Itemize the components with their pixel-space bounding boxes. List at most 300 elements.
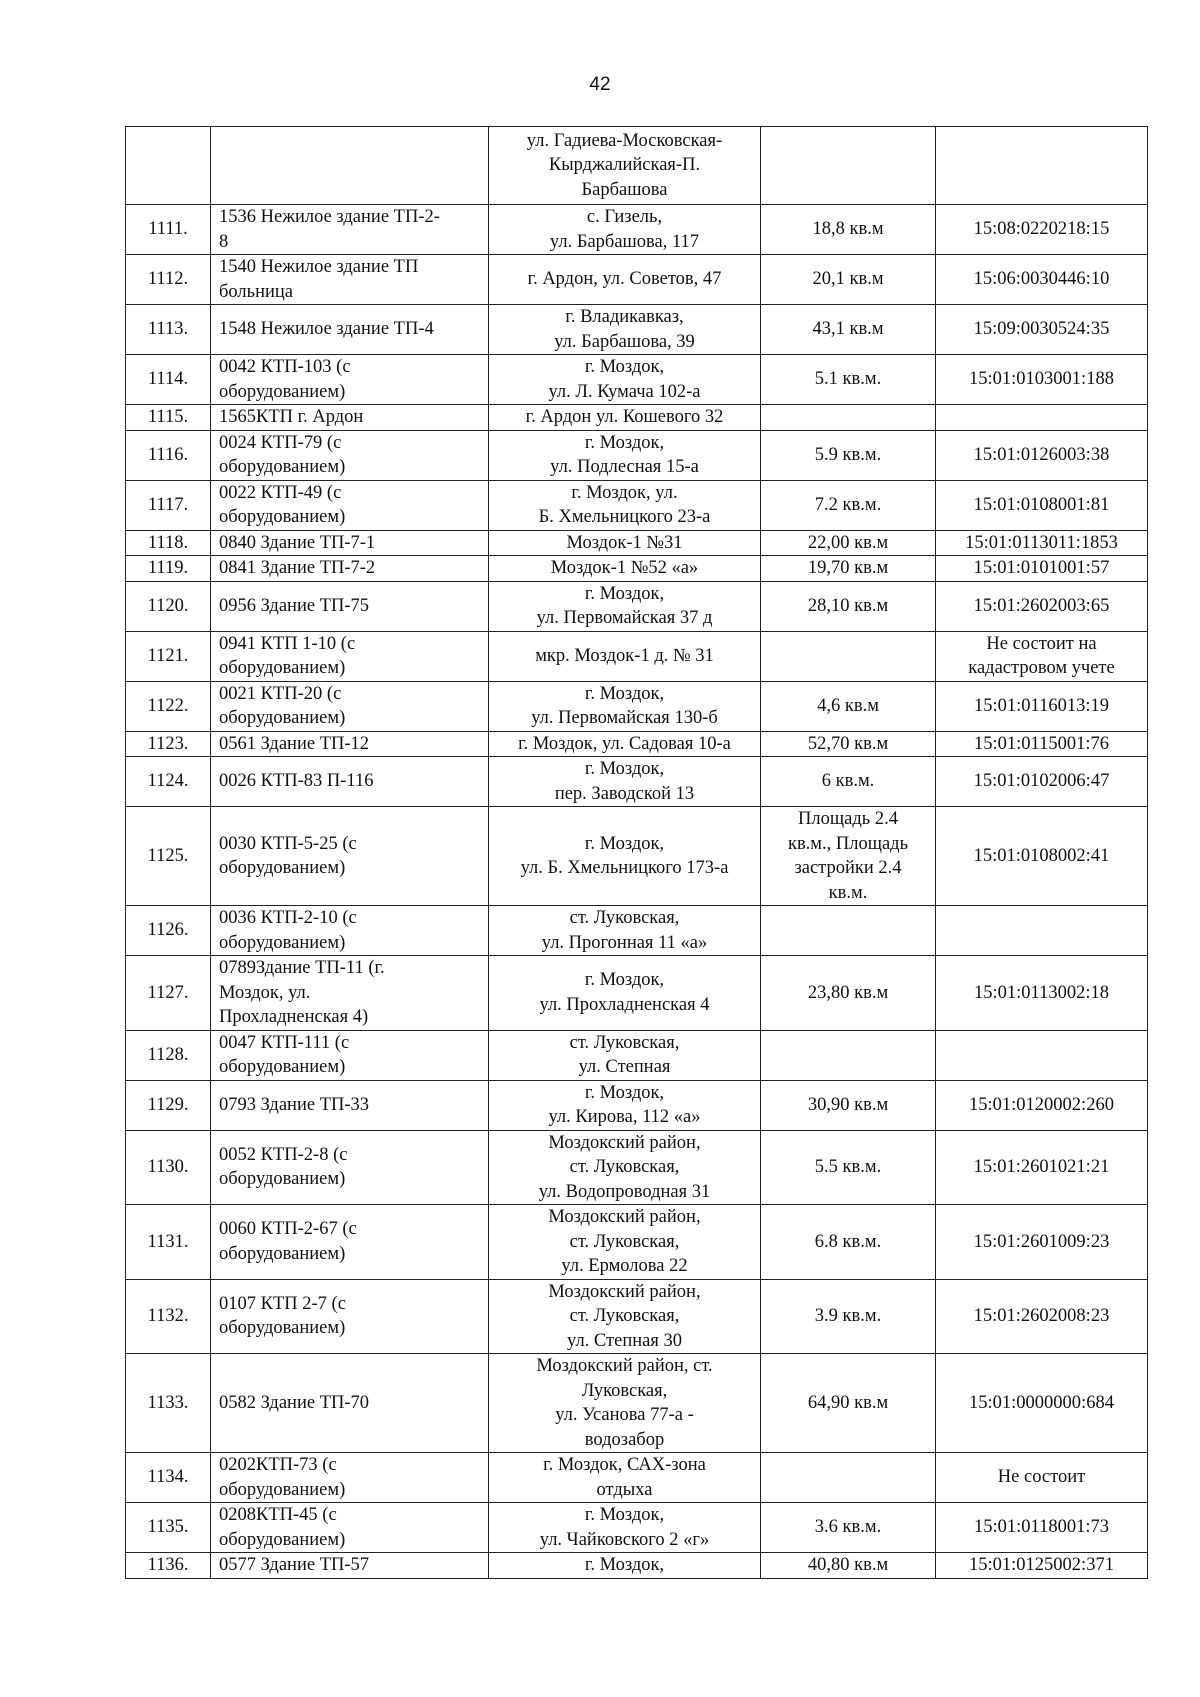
object-name-line: оборудованием)	[219, 658, 346, 678]
object-address-line: г. Моздок,	[584, 1555, 665, 1575]
object-address-cell	[489, 1080, 761, 1130]
object-name-line: 0060 КТП-2-67 (с	[219, 1219, 357, 1240]
object-name-cell	[211, 205, 489, 255]
object-name-cell	[211, 480, 489, 530]
object-name-line: 1536 Нежилое здание ТП-2-	[219, 207, 440, 227]
cadastral-number-cell	[936, 1279, 1148, 1354]
object-name-line: 0577 Здание ТП-57	[219, 1555, 370, 1575]
cadastral-number-cell	[936, 906, 1148, 956]
table-row	[126, 1205, 1148, 1280]
object-name-line: 0047 КТП-111 (с	[219, 1032, 350, 1053]
object-address-cell	[489, 757, 761, 807]
cadastral-number-cell	[936, 127, 1148, 205]
object-name-line: 0208КТП-45 (с	[219, 1505, 337, 1525]
object-address-line: ст. Луковская,	[569, 908, 680, 928]
object-name-cell	[211, 556, 489, 582]
object-address-line: мкр. Моздок-1 д. № 31	[535, 645, 714, 666]
object-area-line: 7.2 кв.м.	[814, 494, 882, 515]
object-area-cell	[761, 1453, 936, 1503]
object-area-cell	[761, 430, 936, 480]
object-name-line: оборудованием)	[219, 381, 346, 402]
table-row	[126, 1030, 1148, 1080]
table-row	[126, 127, 1148, 205]
row-number-cell: 1130.	[126, 1130, 211, 1205]
cadastral-number-line: 15:01:0102006:47	[973, 771, 1110, 792]
cadastral-number-line: 15:01:0103001:188	[969, 369, 1114, 390]
cadastral-number-line: 15:01:2601021:21	[973, 1157, 1110, 1177]
object-address-cell	[489, 480, 761, 530]
object-address-cell	[489, 205, 761, 255]
cadastral-number-line: 15:01:0116013:19	[974, 695, 1109, 716]
object-area-line: 43,1 кв.м	[812, 319, 884, 340]
cadastral-number-cell	[936, 430, 1148, 480]
table-row	[126, 1130, 1148, 1205]
object-area-line: 5.1 кв.м.	[814, 369, 882, 390]
object-area-line: 28,10 кв.м	[807, 595, 889, 616]
object-area-line: 4,6 кв.м	[817, 695, 879, 716]
object-address-line: Моздокский район,	[548, 1132, 701, 1153]
cadastral-number-cell	[936, 631, 1148, 681]
registry-body	[126, 127, 1148, 1579]
cadastral-number-line: 15:01:0113002:18	[974, 982, 1109, 1003]
object-area-line: 52,70 кв.м	[807, 733, 889, 754]
object-address-cell	[489, 1553, 761, 1579]
object-address-line: водозабор	[584, 1429, 665, 1450]
object-area-cell	[761, 127, 936, 205]
cadastral-number-cell	[936, 1453, 1148, 1503]
object-name-line: оборудованием)	[219, 507, 346, 527]
object-address-line: г. Моздок,	[584, 1082, 665, 1103]
object-name-line: оборудованием)	[219, 1318, 346, 1339]
object-address-line: г. Ардон, ул. Советов, 47	[527, 269, 722, 290]
object-name-line: 0036 КТП-2-10 (с	[219, 908, 357, 928]
cadastral-number-cell	[936, 480, 1148, 530]
table-row	[126, 1354, 1148, 1453]
object-address-cell	[489, 731, 761, 757]
object-area-line: 18,8 кв.м	[812, 219, 884, 240]
object-address-line: с. Гизель,	[586, 207, 663, 227]
cadastral-number-cell	[936, 305, 1148, 355]
object-name-line: 1565КТП г. Ардон	[219, 407, 364, 427]
table-row	[126, 480, 1148, 530]
table-row	[126, 731, 1148, 757]
row-number-cell: 1123.	[126, 731, 211, 757]
object-name-cell	[211, 581, 489, 631]
row-number-cell: 1121.	[126, 631, 211, 681]
table-row	[126, 1503, 1148, 1553]
row-number-cell: 1128.	[126, 1030, 211, 1080]
object-name-line: 0026 КТП-83 П-116	[219, 771, 374, 792]
object-name-line: 0202КТП-73 (с	[219, 1455, 337, 1475]
object-name-cell	[211, 757, 489, 807]
object-name-cell	[211, 127, 489, 205]
object-address-line: г. Владикавказ,	[565, 307, 684, 327]
row-number-cell: 1134.	[126, 1453, 211, 1503]
cadastral-number-cell	[936, 556, 1148, 582]
object-area-cell	[761, 1030, 936, 1080]
row-number-cell: 1118.	[126, 530, 211, 556]
row-number-cell: 1127.	[126, 956, 211, 1031]
object-name-line: оборудованием)	[219, 1169, 346, 1190]
object-name-line: 0024 КТП-79 (с	[219, 432, 342, 453]
object-area-cell	[761, 1080, 936, 1130]
object-name-line: 0789Здание ТП-11 (г.	[219, 958, 385, 978]
object-name-cell	[211, 405, 489, 431]
object-address-cell	[489, 405, 761, 431]
cadastral-number-cell	[936, 1130, 1148, 1205]
object-area-cell	[761, 906, 936, 956]
object-address-line: пер. Заводской 13	[554, 783, 695, 804]
object-address-line: ул. Степная 30	[567, 1330, 682, 1351]
table-row	[126, 1080, 1148, 1130]
object-name-cell	[211, 807, 489, 906]
table-row	[126, 556, 1148, 582]
object-address-line: ул. Гадиева-Московская-	[526, 130, 723, 151]
cadastral-number-line: 15:01:2601009:23	[973, 1231, 1110, 1252]
object-area-cell	[761, 480, 936, 530]
object-name-cell	[211, 1080, 489, 1130]
object-name-cell	[211, 1553, 489, 1579]
object-area-cell	[761, 1279, 936, 1354]
object-area-cell	[761, 1130, 936, 1205]
object-area-cell	[761, 956, 936, 1031]
cadastral-number-line: 15:01:0000000:684	[969, 1392, 1114, 1413]
object-address-line: г. Моздок,	[584, 357, 665, 377]
object-address-line: Моздокский район, ст.	[536, 1356, 713, 1376]
object-address-cell	[489, 1453, 761, 1503]
cadastral-number-cell	[936, 731, 1148, 757]
object-address-line: г. Ардон ул. Кошевого 32	[525, 407, 724, 427]
object-area-line: кв.м., Площадь	[787, 833, 909, 854]
row-number-cell: 1114.	[126, 355, 211, 405]
object-name-line: 0793 Здание ТП-33	[219, 1094, 370, 1115]
cadastral-number-line: 15:01:0118001:73	[974, 1517, 1109, 1538]
object-address-line: г. Моздок,	[584, 432, 665, 453]
table-row	[126, 1279, 1148, 1354]
row-number-cell: 1132.	[126, 1279, 211, 1354]
object-address-line: г. Моздок,	[584, 970, 665, 991]
row-number-cell: 1111.	[126, 205, 211, 255]
object-name-line: 1548 Нежилое здание ТП-4	[219, 319, 434, 340]
row-number-cell: 1112.	[126, 255, 211, 305]
object-name-line: 0022 КТП-49 (с	[219, 482, 342, 503]
cadastral-number-line: 15:01:0101001:57	[973, 558, 1110, 578]
row-number-cell: 1136.	[126, 1553, 211, 1579]
table-row	[126, 1553, 1148, 1579]
row-number-cell: 1131.	[126, 1205, 211, 1280]
object-name-cell	[211, 1453, 489, 1503]
object-name-line: 0840 Здание ТП-7-1	[219, 532, 376, 553]
object-address-line: отдыха	[596, 1479, 653, 1500]
object-area-line: 3.6 кв.м.	[814, 1517, 882, 1538]
table-row	[126, 430, 1148, 480]
object-address-cell	[489, 681, 761, 731]
object-area-cell	[761, 631, 936, 681]
object-name-cell	[211, 305, 489, 355]
object-name-cell	[211, 430, 489, 480]
object-name-line: 0561 Здание ТП-12	[219, 733, 370, 754]
object-address-line: Моздокский район,	[548, 1207, 701, 1227]
object-address-line: г. Моздок,	[584, 759, 665, 779]
object-address-line: Моздок-1 №31	[566, 532, 683, 553]
object-address-line: ст. Луковская,	[569, 1157, 680, 1177]
cadastral-number-line: 15:01:0125002:371	[969, 1555, 1114, 1575]
object-name-cell	[211, 631, 489, 681]
object-area-cell	[761, 1205, 936, 1280]
row-number-cell: 1125.	[126, 807, 211, 906]
object-name-line: оборудованием)	[219, 1529, 346, 1550]
cadastral-number-cell	[936, 1553, 1148, 1579]
object-address-line: г. Моздок,	[584, 1505, 665, 1525]
object-area-cell	[761, 1354, 936, 1453]
table-row	[126, 255, 1148, 305]
table-row	[126, 581, 1148, 631]
object-address-cell	[489, 1030, 761, 1080]
object-area-cell	[761, 355, 936, 405]
cadastral-number-cell	[936, 205, 1148, 255]
table-row	[126, 305, 1148, 355]
object-address-line: г. Моздок, САХ-зона	[543, 1455, 706, 1475]
cadastral-number-line: 15:09:0030524:35	[973, 319, 1110, 340]
object-address-cell	[489, 807, 761, 906]
cadastral-number-line: 15:08:0220218:15	[973, 219, 1110, 240]
object-name-cell	[211, 956, 489, 1031]
object-area-cell	[761, 731, 936, 757]
object-name-cell	[211, 1279, 489, 1354]
object-address-line: ул. Усанова 77-а -	[555, 1405, 694, 1425]
object-address-line: г. Моздок,	[584, 583, 665, 604]
cadastral-number-line: 15:01:0113011:1853	[965, 532, 1118, 553]
cadastral-number-cell	[936, 807, 1148, 906]
object-address-line: г. Моздок, ул.	[571, 482, 678, 503]
page-number: 42	[589, 74, 611, 95]
cadastral-number-cell	[936, 255, 1148, 305]
table-row	[126, 530, 1148, 556]
cadastral-number-cell	[936, 405, 1148, 431]
cadastral-number-cell	[936, 1354, 1148, 1453]
object-address-line: ул. Первомайская 37 д	[536, 608, 713, 628]
object-address-line: ул. Подлесная 15-а	[550, 457, 699, 477]
object-area-line: 22,00 кв.м	[807, 532, 889, 553]
object-area-cell	[761, 807, 936, 906]
table-row	[126, 631, 1148, 681]
object-address-cell	[489, 430, 761, 480]
row-number-cell: 1117.	[126, 480, 211, 530]
table-row	[126, 906, 1148, 956]
object-name-line: Прохладненская 4)	[219, 1007, 369, 1027]
object-name-cell	[211, 355, 489, 405]
object-address-line: ул. Б. Хмельницкого 173-а	[520, 858, 729, 878]
row-number-cell: 1119.	[126, 556, 211, 582]
cadastral-number-line: 15:06:0030446:10	[973, 269, 1110, 290]
object-name-line: оборудованием)	[219, 1057, 346, 1077]
object-address-line: ул. Барбашова, 39	[554, 331, 695, 352]
object-area-line: 23,80 кв.м	[807, 982, 889, 1003]
object-address-line: г. Моздок,	[584, 683, 665, 704]
object-address-line: ул. Кирова, 112 «а»	[548, 1107, 701, 1127]
object-name-line: 0956 Здание ТП-75	[219, 595, 370, 616]
row-number-cell: 1122.	[126, 681, 211, 731]
row-number-cell: 1116.	[126, 430, 211, 480]
object-name-line: 0021 КТП-20 (с	[219, 683, 342, 704]
object-area-line: 6.8 кв.м.	[814, 1231, 882, 1252]
object-name-cell	[211, 530, 489, 556]
cadastral-number-line: 15:01:0126003:38	[973, 444, 1110, 465]
object-area-line: 40,80 кв.м	[807, 1555, 889, 1575]
object-name-line: 0841 Здание ТП-7-2	[219, 558, 376, 578]
row-number-cell	[126, 127, 211, 205]
object-name-line: больница	[219, 281, 293, 302]
object-area-cell	[761, 757, 936, 807]
object-name-cell	[211, 906, 489, 956]
object-name-cell	[211, 1030, 489, 1080]
cadastral-number-line: кадастровом учете	[968, 658, 1115, 678]
cadastral-number-line: 15:01:2602008:23	[973, 1306, 1110, 1326]
object-name-line: 1540 Нежилое здание ТП	[219, 257, 419, 277]
row-number-cell: 1135.	[126, 1503, 211, 1553]
object-address-cell	[489, 1354, 761, 1453]
table-row	[126, 681, 1148, 731]
object-name-line: оборудованием)	[219, 1243, 346, 1264]
table-row	[126, 405, 1148, 431]
row-number-cell: 1133.	[126, 1354, 211, 1453]
object-area-line: 5.5 кв.м.	[814, 1157, 882, 1177]
table-row	[126, 1453, 1148, 1503]
object-area-cell	[761, 530, 936, 556]
object-name-line: 0042 КТП-103 (с	[219, 357, 351, 377]
object-address-cell	[489, 581, 761, 631]
object-area-line: 5.9 кв.м.	[814, 444, 882, 465]
table-row	[126, 956, 1148, 1031]
object-address-line: Моздокский район,	[548, 1281, 701, 1302]
object-address-line: ул. Барбашова, 117	[549, 231, 700, 252]
object-area-cell	[761, 255, 936, 305]
object-name-line: 0582 Здание ТП-70	[219, 1392, 370, 1413]
object-address-line: ст. Луковская,	[569, 1231, 680, 1252]
object-name-cell	[211, 1205, 489, 1280]
object-address-cell	[489, 556, 761, 582]
object-address-line: ул. Прохладненская 4	[539, 994, 710, 1015]
object-address-line: ул. Первомайская 130-б	[531, 708, 718, 728]
cadastral-number-cell	[936, 681, 1148, 731]
object-area-line: 30,90 кв.м	[807, 1094, 889, 1115]
object-name-line: оборудованием)	[219, 932, 346, 953]
cadastral-number-line: Не состоит	[997, 1467, 1086, 1488]
object-address-cell	[489, 530, 761, 556]
object-address-cell	[489, 1130, 761, 1205]
object-address-line: Б. Хмельницкого 23-а	[538, 507, 711, 527]
object-area-line: Площадь 2.4	[798, 809, 898, 829]
table-row	[126, 757, 1148, 807]
object-area-line: застройки 2.4	[794, 858, 902, 878]
object-address-cell	[489, 355, 761, 405]
object-address-cell	[489, 1205, 761, 1280]
object-name-line: 0941 КТП 1-10 (с	[219, 633, 356, 654]
object-name-line: 0107 КТП 2-7 (с	[219, 1293, 346, 1314]
row-number-cell: 1115.	[126, 405, 211, 431]
object-address-line: ул. Л. Кумача 102-а	[548, 381, 701, 402]
object-name-cell	[211, 731, 489, 757]
object-name-line: оборудованием)	[219, 708, 346, 728]
object-name-line: оборудованием)	[219, 1479, 346, 1500]
object-area-line: 19,70 кв.м	[807, 558, 889, 578]
object-address-line: ул. Чайковского 2 «г»	[539, 1529, 710, 1550]
object-area-line: 3.9 кв.м.	[814, 1306, 882, 1326]
object-address-cell	[489, 1279, 761, 1354]
cadastral-number-line: 15:01:2602003:65	[973, 595, 1110, 616]
object-address-line: Барбашова	[581, 179, 668, 200]
object-address-line: ул. Степная	[578, 1057, 671, 1077]
property-registry-table	[125, 126, 1148, 1579]
row-number-cell: 1126.	[126, 906, 211, 956]
object-area-line: кв.м.	[828, 882, 868, 903]
cadastral-number-line: Не состоит на	[986, 633, 1097, 654]
cadastral-number-cell	[936, 581, 1148, 631]
table-row	[126, 355, 1148, 405]
object-name-line: Моздок, ул.	[219, 982, 311, 1003]
object-address-cell	[489, 255, 761, 305]
object-area-cell	[761, 1553, 936, 1579]
cadastral-number-line: 15:01:0120002:260	[969, 1094, 1114, 1115]
object-name-line: 0030 КТП-5-25 (с	[219, 833, 357, 854]
row-number-cell: 1124.	[126, 757, 211, 807]
object-address-cell	[489, 305, 761, 355]
object-name-line: оборудованием)	[219, 457, 346, 477]
object-name-cell	[211, 681, 489, 731]
cadastral-number-cell	[936, 757, 1148, 807]
cadastral-number-line: 15:01:0108001:81	[973, 494, 1110, 515]
cadastral-number-cell	[936, 1503, 1148, 1553]
object-area-line: 6 кв.м.	[821, 771, 875, 792]
object-address-line: Кырджалийская-П.	[548, 155, 701, 176]
object-address-line: г. Моздок,	[584, 833, 665, 854]
object-name-cell	[211, 1130, 489, 1205]
object-area-line: 64,90 кв.м	[807, 1392, 889, 1413]
object-name-cell	[211, 1503, 489, 1553]
object-address-line: ст. Луковская,	[569, 1306, 680, 1326]
object-name-cell	[211, 1354, 489, 1453]
object-address-line: г. Моздок, ул. Садовая 10-а	[518, 733, 731, 754]
object-name-line: 0052 КТП-2-8 (с	[219, 1144, 348, 1165]
cadastral-number-cell	[936, 1205, 1148, 1280]
cadastral-number-cell	[936, 956, 1148, 1031]
cadastral-number-line: 15:01:0108002:41	[973, 845, 1110, 866]
object-area-cell	[761, 1503, 936, 1553]
object-name-cell	[211, 255, 489, 305]
cadastral-number-cell	[936, 1080, 1148, 1130]
table-row	[126, 205, 1148, 255]
object-address-line: ст. Луковская,	[569, 1032, 680, 1053]
cadastral-number-cell	[936, 1030, 1148, 1080]
object-address-cell	[489, 1503, 761, 1553]
object-address-cell	[489, 956, 761, 1031]
row-number-cell: 1129.	[126, 1080, 211, 1130]
object-address-line: ул. Ермолова 22	[561, 1256, 688, 1276]
object-address-cell	[489, 906, 761, 956]
table-row	[126, 807, 1148, 906]
object-address-line: Моздок-1 №52 «а»	[550, 558, 699, 578]
object-area-cell	[761, 556, 936, 582]
object-area-cell	[761, 305, 936, 355]
object-name-line: 8	[219, 231, 229, 252]
object-area-line: 20,1 кв.м	[812, 269, 884, 290]
cadastral-number-line: 15:01:0115001:76	[974, 733, 1109, 754]
object-address-line: ул. Водопроводная 31	[538, 1181, 711, 1202]
object-area-cell	[761, 405, 936, 431]
object-area-cell	[761, 205, 936, 255]
row-number-cell: 1113.	[126, 305, 211, 355]
cadastral-number-cell	[936, 355, 1148, 405]
